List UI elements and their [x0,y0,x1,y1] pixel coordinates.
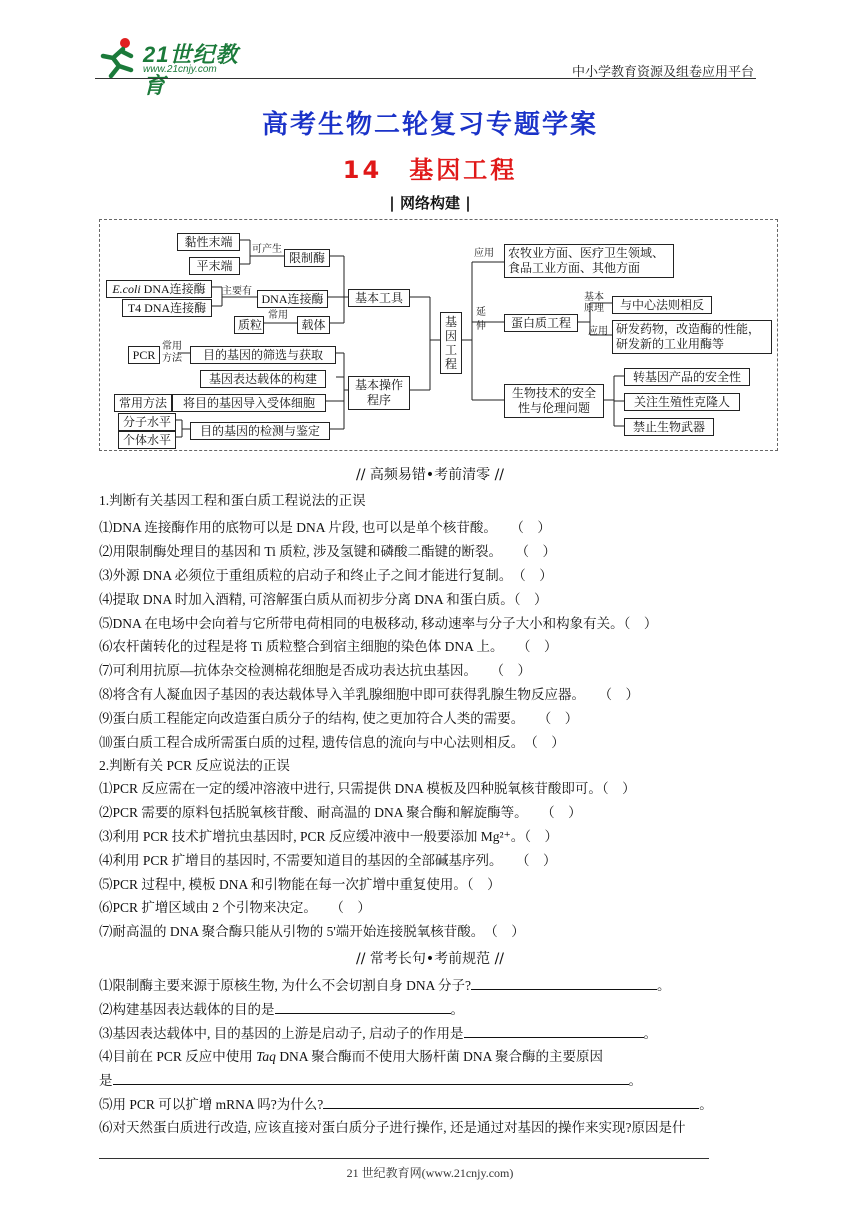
q3-s5-end: 。 [699,1097,713,1112]
section-sentences-heading: // 常考长句•考前规范 // [355,951,505,967]
footer-divider [99,1158,709,1159]
q3-sentence-6: ⑹对天然蛋白质进行改造, 应该直接对蛋白质分子进行操作, 还是通过对基因的操作来实现?原因是什 [99,1120,686,1135]
answer-blank-4[interactable] [113,1071,629,1085]
node-step-construct-vector: 基因表达载体的构建 [200,370,326,388]
q3-s3-text: ⑶基因表达载体中, 目的基因的上游是启动子, 启动子的作用是 [99,1026,464,1041]
header-platform-text: 中小学教育资源及组卷应用平台 [571,64,754,79]
node-dna-ligase: DNA连接酶 [257,290,328,308]
q1-item-6: ⑹农杆菌转化的过程是将 Ti 质粒整合到宿主细胞的染色体 DNA 上。 （ ） [99,639,558,654]
logo-url-text: www.21cnjy.com [143,64,217,75]
answer-blank-1[interactable] [471,976,657,990]
ecoli-rest: DNA连接酶 [140,282,206,296]
q3-sentence-4a [99,1048,603,1066]
label-apply-2: 应用 [588,326,608,337]
q3-sentence-1 [99,976,671,995]
concept-map [99,219,778,451]
node-protein-applications: 研发药物，改造酶的性能，研发新的工业用酶等 [612,320,772,354]
label-common-use: 常用 [268,310,288,321]
q1-item-4: ⑷提取 DNA 时加入酒精, 可溶解蛋白质从而初步分离 DNA 和蛋白质。（ ） [99,592,548,607]
node-sticky-end: 黏性末端 [177,233,240,251]
q3-s2-text: ⑵构建基因表达载体的目的是 [99,1002,275,1017]
node-transgenic-safety: 转基因产品的安全性 [624,368,750,386]
node-bioweapons: 禁止生物武器 [624,418,714,436]
page-subtitle: 14 基因工程 [342,156,518,184]
q1-item-2: ⑵用限制酶处理目的基因和 Ti 质粒, 涉及氢键和磷酸二酯键的断裂。 （ ） [99,544,557,559]
label-common-method: 常用方法 [162,341,182,364]
answer-blank-3[interactable] [464,1024,644,1038]
node-blunt-end: 平末端 [189,257,240,275]
q2-item-5: ⑸PCR 过程中, 模板 DNA 和引物能在每一次扩增中重复使用。（ ） [99,877,501,892]
label-mainly-have: 主要有 [222,286,252,297]
q1-item-8: ⑻将含有人凝血因子基因的表达载体导入羊乳腺细胞中即可获得乳腺生物反应器。 （ ） [99,687,639,702]
label-basic-principle: 基本原理 [584,292,604,314]
node-reverse-dogma: 与中心法则相反 [612,296,712,314]
site-logo [95,36,260,98]
section-network-heading: | 网络构建 | [389,194,471,212]
node-step-transform: 将目的基因导入受体细胞 [172,394,326,412]
answer-blank-5[interactable] [323,1095,699,1109]
q1-item-9: ⑼蛋白质工程能定向改造蛋白质分子的结构, 使之更加符合人类的需要。 （ ） [99,711,579,726]
node-step-detect: 目的基因的检测与鉴定 [190,422,330,440]
q3-s1-end: 。 [657,978,671,993]
q1-item-1: ⑴DNA 连接酶作用的底物可以是 DNA 片段, 也可以是单个核苷酸。 （ ） [99,520,551,535]
q3-sentence-2 [99,1000,464,1019]
node-restriction-enzyme: 限制酶 [284,249,330,267]
q3-s4c-text: 是 [99,1073,113,1088]
node-basic-tools: 基本工具 [348,289,410,307]
q2-item-4: ⑷利用 PCR 扩增目的基因时, 不需要知道目的基因的全部碱基序列。 （ ） [99,853,557,868]
node-t4-ligase: T4 DNA连接酶 [122,299,212,317]
label-extend: 延伸 [476,307,486,332]
node-vector: 载体 [297,316,330,334]
footer-text: 21 世纪教育网(www.21cnjy.com) [346,1166,514,1180]
q3-s4-end: 。 [628,1073,642,1088]
node-pcr: PCR [128,346,160,364]
q2-item-3: ⑶利用 PCR 技术扩增抗虫基因时, PCR 反应缓冲液中一般要添加 Mg²⁺。（ ） [99,829,558,844]
node-safety-ethics: 生物技术的安全性与伦理问题 [504,384,604,418]
node-genetic-engineering: 基因工程 [440,312,462,374]
node-applications: 农牧业方面、医疗卫生领域、食品工业方面、其他方面 [504,244,674,278]
q3-sentence-4b [99,1071,642,1090]
node-basic-procedure: 基本操作程序 [348,376,410,410]
q2-item-1: ⑴PCR 反应需在一定的缓冲溶液中进行, 只需提供 DNA 模板及四种脱氧核苷酸即可。（ ） [99,781,636,796]
q2-item-2: ⑵PCR 需要的原料包括脱氧核苷酸、耐高温的 DNA 聚合酶和解旋酶等。 （ ） [99,805,582,820]
q2-item-6: ⑹PCR 扩增区域由 2 个引物来决定。 （ ） [99,900,371,915]
q1-heading: 1.判断有关基因工程和蛋白质工程说法的正误 [99,493,366,508]
q1-item-3: ⑶外源 DNA 必须位于重组质粒的启动子和终止子之间才能进行复制。 （ ） [99,568,553,583]
q3-s4a-text: ⑷目前在 PCR 反应中使用 [99,1049,257,1064]
ecoli-italic: E.coli [112,282,141,296]
label-apply: 应用 [474,248,494,259]
node-molecular-level: 分子水平 [118,413,176,431]
label-produce: 可产生 [252,244,282,255]
node-plasmid: 质粒 [234,316,264,334]
runner-logo-icon [95,36,139,78]
q1-item-10: ⑽蛋白质工程合成所需蛋白质的过程, 遗传信息的流向与中心法则相反。 （ ） [99,735,565,750]
node-reproductive-cloning: 关注生殖性克隆人 [624,393,740,411]
section-errors-heading: // 高频易错•考前清零 // [355,467,505,483]
q2-item-7: ⑺耐高温的 DNA 聚合酶只能从引物的 5'端开始连接脱氧核苷酸。 （ ） [99,924,525,939]
q1-item-5: ⑸DNA 在电场中会向着与它所带电荷相同的电极移动, 移动速率与分子大小和构象有关。（ ） [99,616,658,631]
q3-s5-text: ⑸用 PCR 可以扩增 mRNA 吗?为什么? [99,1097,324,1112]
q3-sentence-5 [99,1095,713,1114]
node-protein-engineering: 蛋白质工程 [504,314,578,332]
page-title: 高考生物二轮复习专题学案 [261,110,598,140]
q2-heading: 2.判断有关 PCR 反应说法的正误 [99,758,290,773]
q1-item-7: ⑺可利用抗原—抗体杂交检测棉花细胞是否成功表达抗虫基因。 （ ） [99,663,531,678]
header-divider [95,78,756,79]
q3-s1-text: ⑴限制酶主要来源于原核生物, 为什么不会切割自身 DNA 分子? [99,978,471,993]
answer-blank-2[interactable] [275,1000,451,1014]
node-ecoli-ligase [106,280,212,298]
node-individual-level: 个体水平 [118,431,176,449]
q3-taq-text: Taq [256,1049,276,1064]
q3-s4b-text: DNA 聚合酶而不使用大肠杆菌 DNA 聚合酶的主要原因 [275,1049,603,1064]
q3-sentence-3 [99,1024,657,1043]
q3-s2-end: 。 [450,1002,464,1017]
node-method-label: 常用方法 [114,394,172,412]
logo-brand-text: 21世纪教育 [143,42,239,98]
q3-s3-end: 。 [643,1026,657,1041]
node-step-screen-obtain: 目的基因的筛选与获取 [190,346,336,364]
